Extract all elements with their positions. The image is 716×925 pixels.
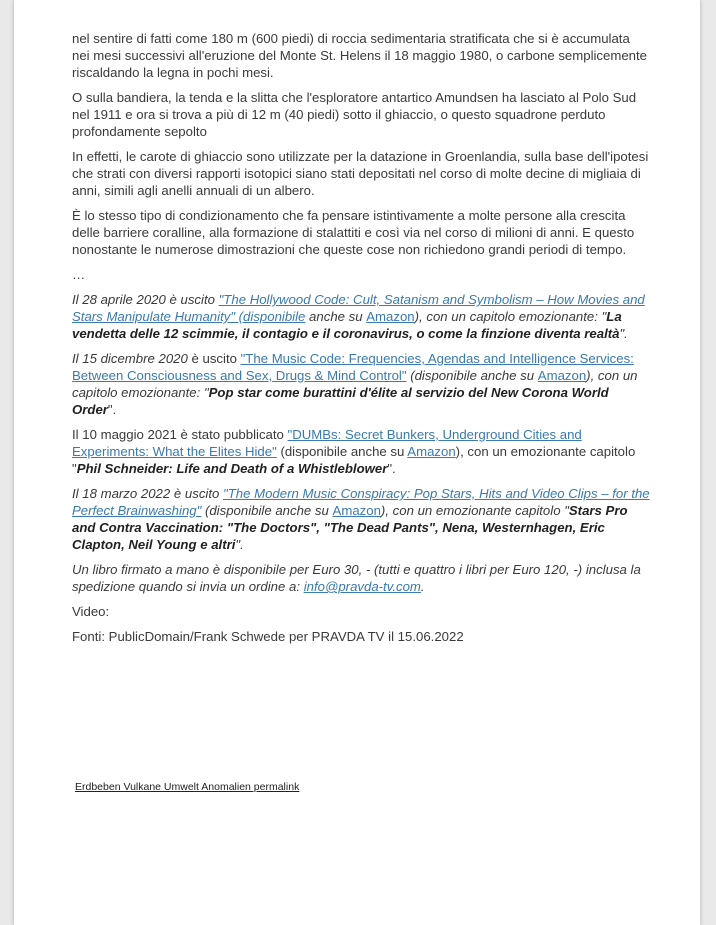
book-2 [72,350,650,418]
signed-book-end: . [420,579,425,594]
book-4 [72,485,650,553]
book-4-chapter: Stars Pro and Contra Vaccination: "The Doctors", "The Dead Pants", Nena, Westernhagen, Eric Clapton, Neil Young e altri [72,503,628,552]
document-page [14,0,700,925]
book-3 [72,426,650,477]
sources-line: Fonti: PublicDomain/Frank Schwede per PRAVDA TV il 15.06.2022 [72,629,464,644]
book-3-mid: (disponibile anche su [276,444,408,459]
book-4-intro: Il 18 marzo 2022 è uscito [72,486,224,501]
paragraph-1: nel sentire di fatti come 180 m (600 piedi) di roccia sedimentaria stratificata che si è accumulata nei mesi successivi all'eruzione del Monte St. Helens il 18 maggio 1980, o carbone semplicemente riscaldando la legna in pochi mesi. [72,31,648,80]
book-2-intro: Il 15 dicembre 2020 [72,351,188,366]
book-2-end: ". [107,402,117,417]
book-2-intro2: è uscito [187,351,241,366]
book-2-after: ), con un capitolo emozionante: " [72,368,638,400]
ellipsis: … [72,267,86,282]
book-4-amazon-link[interactable]: Amazon [332,503,381,518]
book-2-title-link[interactable]: "The Music Code: Frequencies, Agendas and Intelligence Services: Between Consciousness and Sex, Drugs & Mind Control" [72,351,634,383]
book-1 [72,291,650,342]
book-1-after: ), con un capitolo emozionante: " [414,309,607,324]
book-4-title-link[interactable]: "The Modern Music Conspiracy: Pop Stars, Hits and Video Clips – for the Perfect Brainwashing" [72,486,650,518]
book-1-title-link[interactable]: "The Hollywood Code: Cult, Satanism and Symbolism – How Movies and Stars Manipulate Humanity" (disponibile [72,292,645,324]
book-3-chapter: Phil Schneider: Life and Death of a Whistleblower [76,461,388,476]
book-1-chapter: La vendetta delle 12 scimmie, il contagio e il coronavirus, o come la finzione diventa realtà [72,309,622,341]
book-4-after: ), con un emozionante capitolo " [380,503,569,518]
video-label: Video: [72,604,110,619]
book-3-title-link[interactable]: "DUMBs: Secret Bunkers, Underground Cities and Experiments: What the Elites Hide" [72,427,582,459]
paragraph-3: In effetti, le carote di ghiaccio sono utilizzate per la datazione in Groenlandia, sulla base dell'ipotesi che strati con diversi rapporti isotopici siano stati depositati nel corso di molte decine di migliaia di anni, simili agli anelli annuali di un albero. [72,149,649,198]
book-1-amazon-link[interactable]: Amazon [366,309,415,324]
signed-book-text: Un libro firmato a mano è disponibile per Euro 30, - (tutti e quattro i libri per Euro 120, -) inclusa la spedizione quando si invia un ordine a: [72,562,641,594]
book-1-end: ". [619,326,628,341]
book-3-amazon-link[interactable]: Amazon [407,444,456,459]
book-4-end: ". [235,537,244,552]
book-2-mid: (disponibile anche su [406,368,538,383]
book-1-mid: anche su [305,309,367,324]
paragraph-2: O sulla bandiera, la tenda e la slitta che l'esploratore antartico Amundsen ha lasciato al Polo Sud nel 1911 e ora si trova a più di 12 m (40 piedi) sotto il ghiaccio, o questo squadrone perduto profondamente sepolto [72,90,637,139]
book-3-end: ". [387,461,396,476]
article-body [72,30,650,653]
email-link[interactable]: info@pravda-tv.com [303,579,421,594]
signed-book-offer [72,561,650,595]
book-1-intro: Il 28 aprile 2020 è uscito [72,292,219,307]
book-4-mid: (disponibile anche su [201,503,333,518]
book-2-amazon-link[interactable]: Amazon [537,368,587,383]
book-3-intro: Il 10 maggio 2021 è stato pubblicato [72,427,288,442]
book-2-chapter: Pop star come burattini d'élite al servizio del New Corona World Order [72,385,609,417]
book-3-after: ), con un emozionante capitolo " [72,444,636,476]
footer-permalink[interactable]: Erdbeben Vulkane Umwelt Anomalien permalink [75,781,300,793]
paragraph-4: È lo stesso tipo di condizionamento che fa pensare istintivamente a molte persone alla crescita delle barriere coralline, alla formazione di stalattiti e così via nel corso di milioni di anni. E questo nonostante le numerose dimostrazioni che queste cose non richiedono grandi periodi di tempo. [72,208,635,257]
